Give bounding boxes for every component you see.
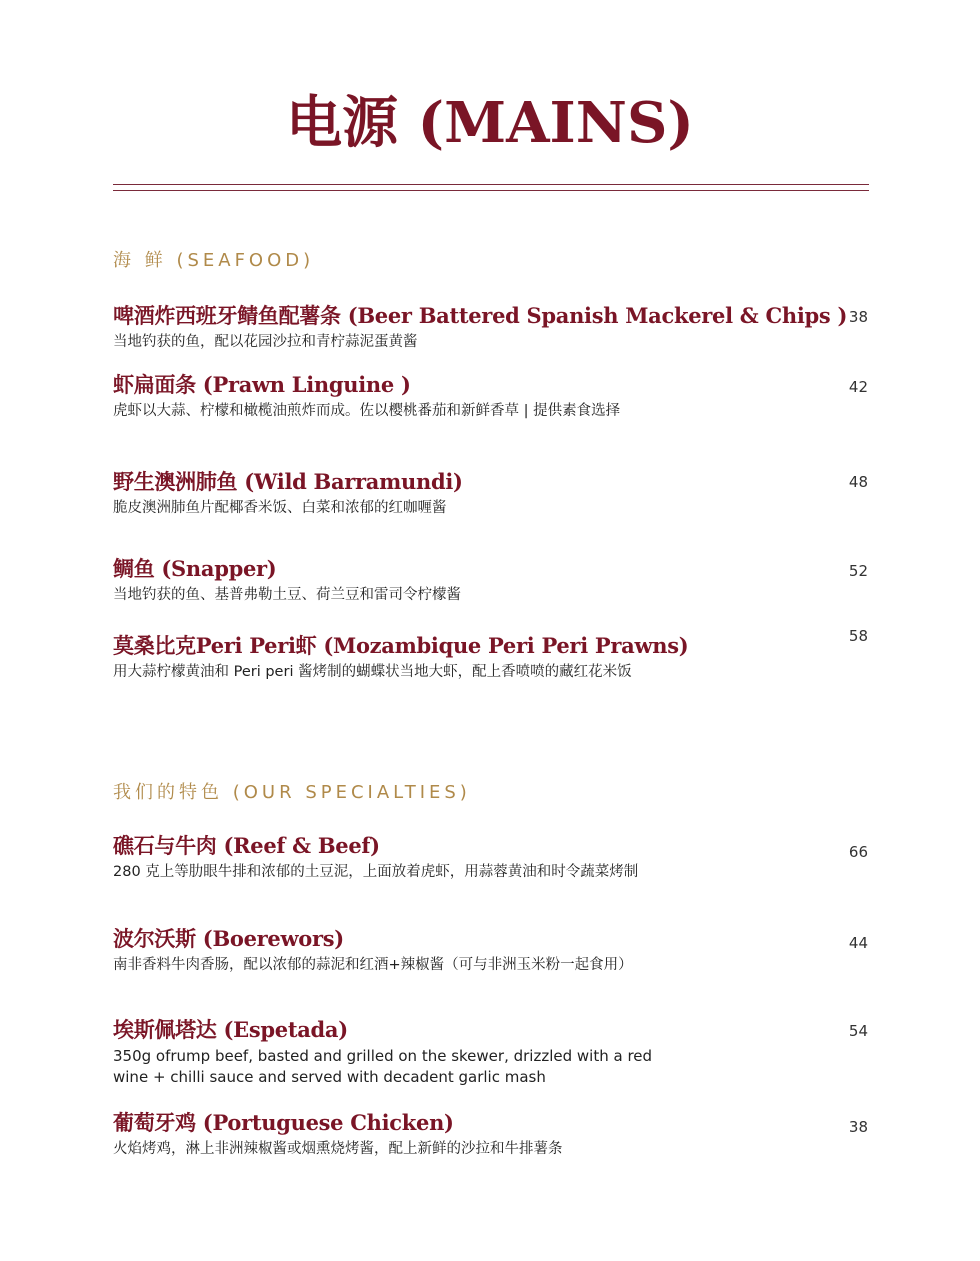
section-heading-specialties: 我们的特色 (OUR SPECIALTIES)	[113, 782, 471, 803]
menu-item	[113, 925, 873, 976]
item-name: 埃斯佩塔达 (Espetada)	[113, 1017, 348, 1042]
item-price: 54	[848, 1022, 868, 1040]
item-description: 脆皮澳洲肺鱼片配椰香米饭、白菜和浓郁的红咖喱酱	[113, 500, 447, 516]
page-title: 电源 (MAINS)	[286, 90, 694, 156]
item-description: 280 克上等肋眼牛排和浓郁的土豆泥，上面放着虎虾，用蒜蓉黄油和时令蔬菜烤制	[113, 864, 639, 880]
item-price: 52	[848, 562, 868, 580]
item-name: 啤酒炸西班牙鲭鱼配薯条 (Beer Battered Spanish Mackerel & Chips )	[113, 303, 848, 328]
section-heading-seafood: 海 鲜 (SEAFOOD)	[113, 250, 315, 271]
menu-item	[113, 555, 873, 606]
item-description: 当地钓获的鱼，配以花园沙拉和青柠蒜泥蛋黄酱	[113, 334, 418, 350]
menu-item	[113, 632, 873, 683]
item-name: 礁石与牛肉 (Reef & Beef)	[113, 833, 380, 858]
item-description: 南非香料牛肉香肠，配以浓郁的蒜泥和红酒+辣椒酱（可与非洲玉米粉一起食用）	[113, 957, 633, 973]
item-description: 350g ofrump beef, basted and grilled on the skewer, drizzled with a red wine + chilli sauce and served with decadent garlic mash	[113, 1047, 653, 1086]
item-price: 58	[848, 627, 868, 645]
item-description: 当地钓获的鱼、基普弗勒土豆、荷兰豆和雷司令柠檬酱	[113, 587, 461, 603]
menu-item	[113, 832, 873, 883]
item-price: 38	[848, 1118, 868, 1136]
menu-item	[113, 371, 873, 422]
item-name: 虾扁面条 (Prawn Linguine )	[113, 372, 411, 397]
item-name: 莫桑比克Peri Peri虾 (Mozambique Peri Peri Prawns)	[113, 633, 689, 658]
item-price: 48	[848, 473, 868, 491]
item-name: 野生澳洲肺鱼 (Wild Barramundi)	[113, 469, 463, 494]
title-divider-top	[113, 184, 869, 185]
item-name: 鲷鱼 (Snapper)	[113, 556, 277, 581]
item-price: 66	[848, 843, 868, 861]
item-description: 用大蒜柠檬黄油和 Peri peri 酱烤制的蝴蝶状当地大虾，配上香喷喷的藏红花米饭	[113, 664, 632, 680]
menu-item	[113, 468, 873, 519]
item-price: 42	[848, 378, 868, 396]
item-name: 葡萄牙鸡 (Portuguese Chicken)	[113, 1110, 454, 1135]
item-price: 38	[848, 308, 868, 326]
menu-item	[113, 1109, 873, 1160]
item-name: 波尔沃斯 (Boerewors)	[113, 926, 344, 951]
item-description: 虎虾以大蒜、柠檬和橄榄油煎炸而成。佐以樱桃番茄和新鲜香草 | 提供素食选择	[113, 403, 621, 419]
title-divider-bottom	[113, 190, 869, 191]
menu-item	[113, 302, 873, 353]
item-description: 火焰烤鸡，淋上非洲辣椒酱或烟熏烧烤酱，配上新鲜的沙拉和牛排薯条	[113, 1141, 563, 1157]
menu-item	[113, 1016, 873, 1088]
item-price: 44	[848, 934, 868, 952]
